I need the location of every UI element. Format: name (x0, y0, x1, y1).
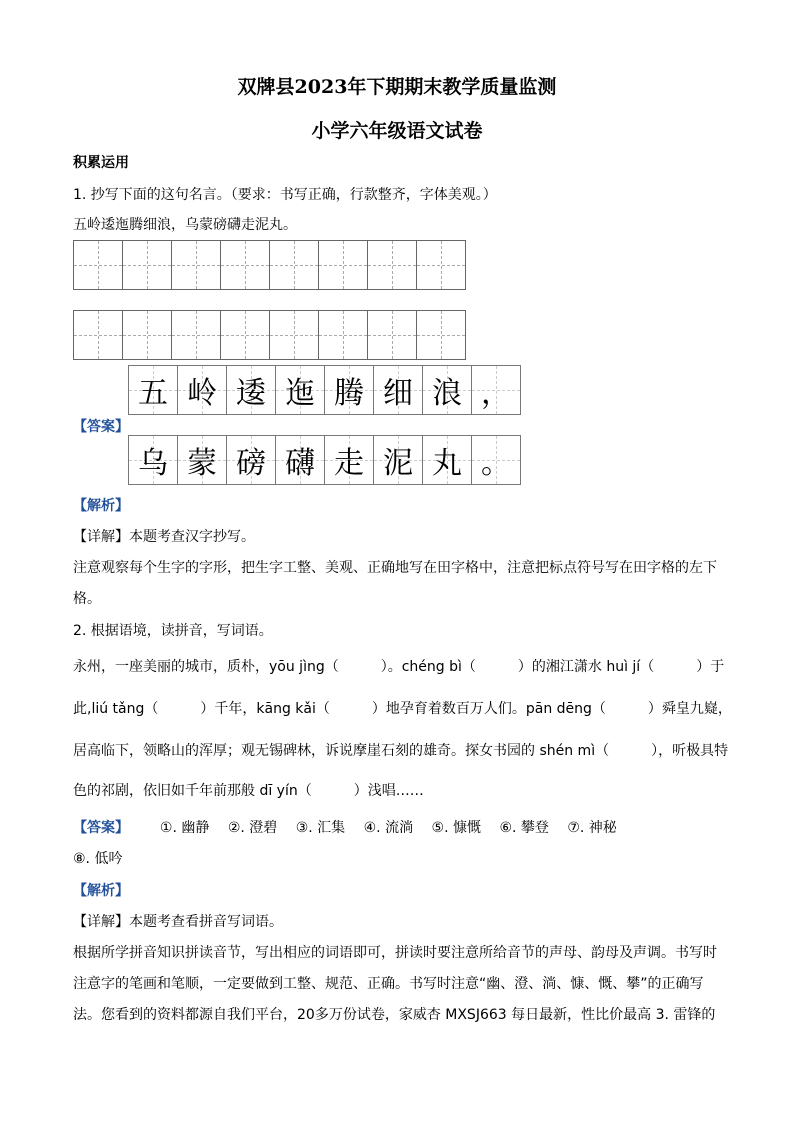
answer-list-2 (73, 817, 631, 837)
question-2-line-1: 永州，一座美丽的城市，质朴，yōu jìng（ ）。chéng bì（ ）的湘江潇水 huì jí（ ）于 (73, 659, 725, 675)
explanation-2-line-2: 注意字的笔画和笔顺，一定要做到工整、规范、正确。书写时注意“幽、澄、淌、慷、慨、攀”的正确写 (73, 976, 704, 992)
answer-label-2: 【答案】 (73, 820, 129, 836)
writing-grid-row-1 (73, 240, 465, 290)
answer-label-1: 【答案】 (73, 419, 129, 435)
detail-2: 【详解】本题考查看拼音写词语。 (73, 914, 283, 930)
document-title: 双牌县2023年下期期末教学质量监测 (237, 76, 557, 98)
question-2-line-2: 此,liú tǎng（ ）千年，kāng kǎi（ ）地孕育着数百万人们。pān dēng（ ）舜皇九嶷， (73, 701, 732, 717)
answer-item-last: ⑧. 低吟 (73, 851, 123, 867)
section-heading: 积累运用 (73, 155, 129, 171)
analysis-label-1: 【解析】 (73, 498, 129, 514)
analysis-label-2: 【解析】 (73, 883, 129, 899)
question-2-prompt: 2. 根据语境，读拼音，写词语。 (73, 623, 273, 639)
answer-grid-row-2: 乌 蒙 磅 礴 走 泥 丸 。 (128, 435, 520, 485)
explanation-2-line-3: 法。您看到的资料都源自我们平台，20多万份试卷，家威杏 MXSJ663 每日最新，性比价最高 3. 雷锋的 (73, 1007, 716, 1023)
question-2-line-4: 色的祁剧，依旧如千年前那般 dī yín（ ）浅唱…… (73, 783, 424, 799)
answer-grid-row-1: 五 岭 逶 迤 腾 细 浪 ， (128, 365, 520, 415)
answer-item: ②. 澄碧 (227, 820, 278, 836)
explanation-1-line-1: 注意观察每个生字的字形，把生字工整、美观、正确地写在田字格中，注意把标点符号写在田字格的左下 (73, 560, 717, 576)
answer-item: ⑤. 慷慨 (431, 820, 481, 836)
answer-item: ⑥. 攀登 (499, 820, 549, 836)
question-1-sentence: 五岭逶迤腾细浪，乌蒙磅礴走泥丸。 (73, 217, 297, 233)
explanation-2-line-1: 根据所学拼音知识拼读音节，写出相应的词语即可，拼读时要注意所给音节的声母、韵母及声调。书写时 (73, 945, 717, 961)
answer-item: ①. 幽静 (159, 820, 210, 836)
answer-item: ⑦. 神秘 (567, 820, 617, 836)
question-1-prompt: 1. 抄写下面的这句名言。（要求：书写正确，行款整齐，字体美观。） (73, 187, 497, 203)
explanation-1-line-2: 格。 (73, 591, 101, 607)
answer-item: ④. 流淌 (363, 820, 414, 836)
answer-item: ③. 汇集 (295, 820, 346, 836)
writing-grid-row-2 (73, 310, 465, 360)
document-subtitle: 小学六年级语文试卷 (311, 120, 483, 142)
detail-1: 【详解】本题考查汉字抄写。 (73, 529, 255, 545)
question-2-line-3: 居高临下，领略山的浑厚；观无锡碑林，诉说摩崖石刻的雄奇。探女书园的 shén mì（ ），听极具特 (73, 743, 729, 759)
